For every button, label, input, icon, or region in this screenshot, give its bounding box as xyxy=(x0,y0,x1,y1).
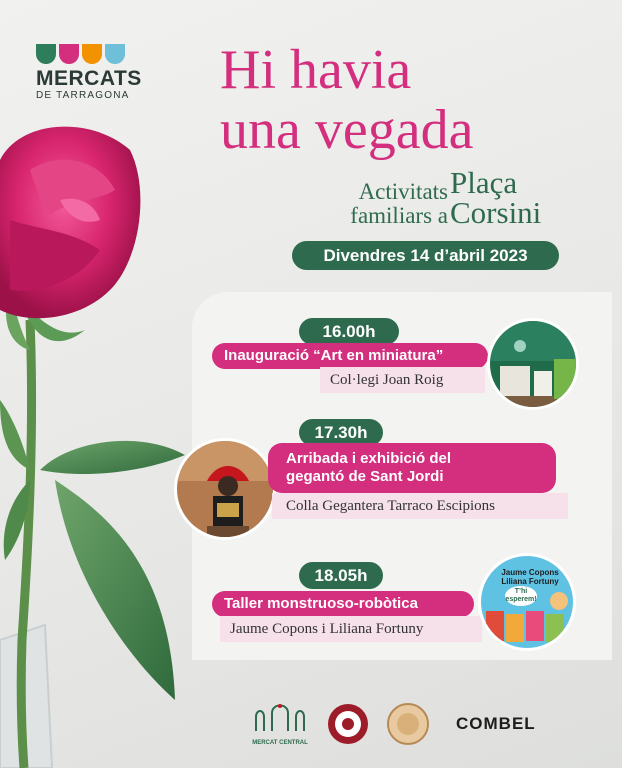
event-2-organizer: Colla Gegantera Tarraco Escipions xyxy=(272,493,568,519)
mercat-central-text: MERCAT CENTRAL xyxy=(252,740,308,746)
mercats-logo xyxy=(36,44,142,101)
book-author-line-1: Jaume Copons xyxy=(501,568,559,577)
event-2-time: 17.30h xyxy=(299,419,383,446)
bubble-line-2: esperem! xyxy=(505,596,537,603)
library-seal-icon xyxy=(386,702,430,746)
title-line-1: Hi havia xyxy=(220,39,412,101)
book-author-line-2: Liliana Fortuny xyxy=(501,577,559,586)
event-2-title xyxy=(268,443,556,493)
subtitle-right-line-2: Corsini xyxy=(450,195,542,230)
event-2-title-line-1: Arribada i exhibició del xyxy=(286,450,452,467)
logo-word: MERCATS xyxy=(36,67,142,90)
subtitle-right-line-1: Plaça xyxy=(450,165,518,200)
title-line-2: una vegada xyxy=(220,99,474,161)
logo-cup-green xyxy=(36,44,56,64)
subtitle-left-line-2: familiars a xyxy=(350,203,448,228)
event-2-photo xyxy=(174,438,276,540)
logo-cup-pink xyxy=(59,44,79,64)
event-3-photo xyxy=(478,553,576,651)
logo-cup-orange xyxy=(82,44,102,64)
combel-logo: COMBEL xyxy=(456,714,536,733)
library-seal-logo xyxy=(386,702,430,746)
subtitle-right xyxy=(450,165,620,230)
event-3-time: 18.05h xyxy=(299,562,383,589)
logo-cup-yellow xyxy=(105,44,125,64)
subtitle-left-line-1: Activitats xyxy=(358,179,448,204)
event-1-title: Inauguració “Art en miniatura” xyxy=(212,343,488,369)
book-authors xyxy=(481,568,576,586)
page-title xyxy=(220,40,610,160)
logo-cups xyxy=(36,44,136,64)
mercat-central-icon xyxy=(250,703,310,733)
mercat-central-logo xyxy=(250,703,310,748)
event-3-title: Taller monstruoso-robòtica xyxy=(212,591,474,617)
logo-subtitle: DE TARRAGONA xyxy=(36,90,130,101)
book-speech-bubble xyxy=(505,588,537,604)
bubble-line-1: T’hi xyxy=(514,588,528,595)
school-seal-icon xyxy=(326,702,370,746)
event-3-organizer: Jaume Copons i Liliana Fortuny xyxy=(220,616,482,642)
event-2-title-line-2: gegantó de Sant Jordi xyxy=(286,468,444,485)
event-1-time: 16.00h xyxy=(299,318,399,345)
event-1-organizer: Col·legi Joan Roig xyxy=(320,367,485,393)
school-seal-logo xyxy=(326,702,370,746)
event-1-photo xyxy=(487,318,579,410)
subtitle-left xyxy=(298,180,448,228)
date-badge: Divendres 14 d’abril 2023 xyxy=(292,241,559,270)
